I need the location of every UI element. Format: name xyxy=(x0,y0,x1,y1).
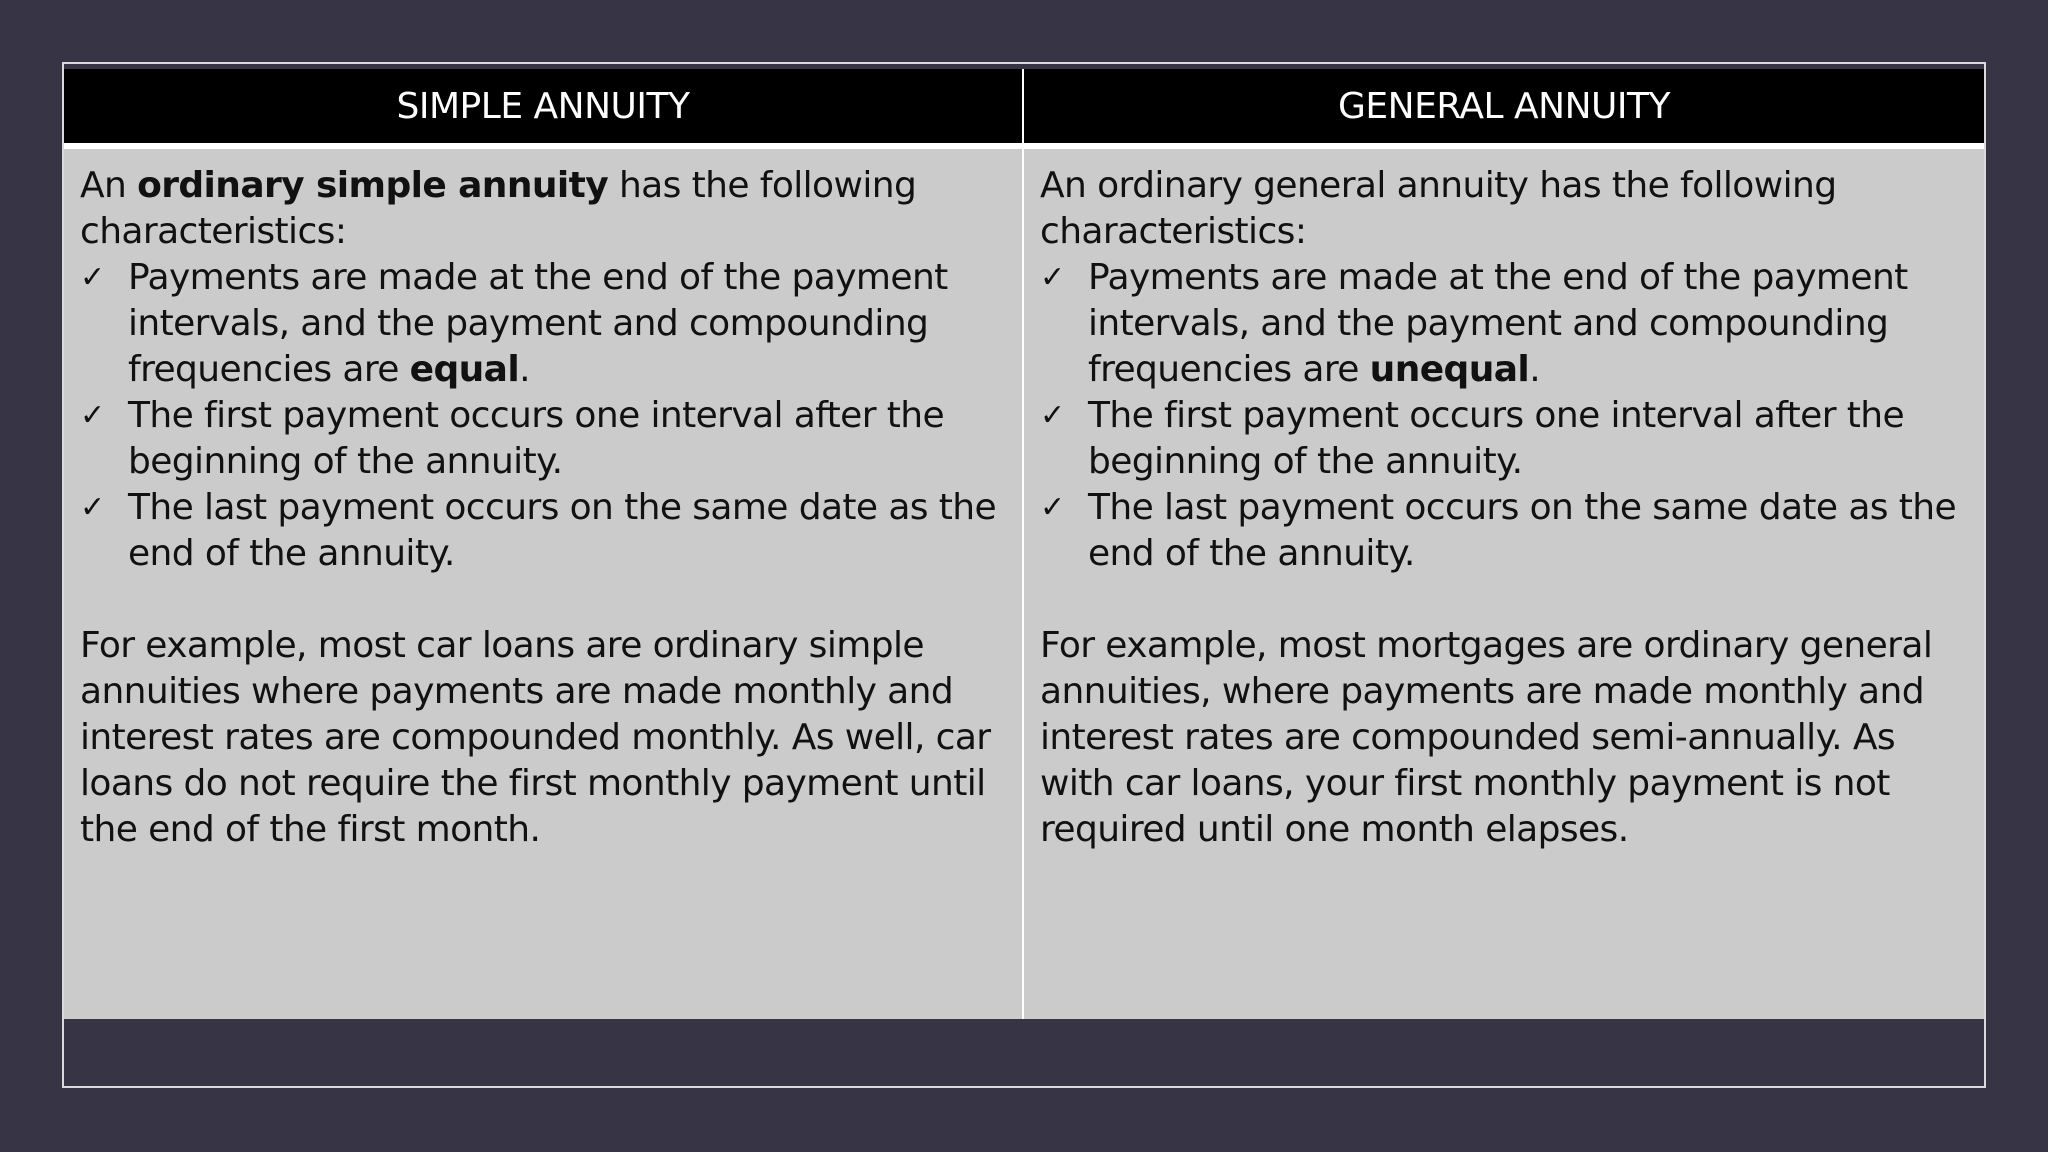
check-icon: ✓ xyxy=(80,398,105,433)
list-item-text xyxy=(128,255,1006,393)
general-intro-before: An ordinary general annuity has the following characteristics: xyxy=(1040,165,1837,252)
list-item xyxy=(80,255,1006,393)
general-annuity-cell xyxy=(1024,149,1984,1019)
list-item-before: The last payment occurs on the same date as the end of the annuity. xyxy=(1088,487,1957,574)
list-item-text xyxy=(1088,393,1968,485)
check-icon: ✓ xyxy=(1040,398,1065,433)
simple-characteristics-list xyxy=(80,255,1006,577)
check-icon: ✓ xyxy=(80,260,105,295)
simple-intro-before: An xyxy=(80,165,138,206)
list-item-text xyxy=(1088,255,1968,393)
list-item-text xyxy=(128,393,1006,485)
list-item xyxy=(1040,393,1968,485)
list-item xyxy=(1040,485,1968,577)
simple-intro-bold: ordinary simple annuity xyxy=(137,165,609,206)
simple-intro xyxy=(80,163,1006,255)
list-item-after: . xyxy=(519,349,530,390)
list-item xyxy=(80,393,1006,485)
simple-intro-after: has the following characteristics: xyxy=(80,165,917,252)
list-item-text xyxy=(1088,485,1968,577)
general-intro xyxy=(1040,163,1968,255)
general-characteristics-list xyxy=(1040,255,1968,577)
check-icon: ✓ xyxy=(80,490,105,525)
list-item xyxy=(1040,255,1968,393)
check-icon: ✓ xyxy=(1040,260,1065,295)
check-icon: ✓ xyxy=(1040,490,1065,525)
list-item-before: Payments are made at the end of the payment intervals, and the payment and compounding frequencies are xyxy=(1088,257,1908,390)
general-example-text: For example, most mortgages are ordinary general annuities, where payments are made monthly and interest rates are compounded semi-annually. As with car loans, your first monthly payment is not required until one month elapses. xyxy=(1040,625,1933,850)
general-annuity-header: GENERAL ANNUITY xyxy=(1024,69,1984,143)
list-item-before: The first payment occurs one interval after the beginning of the annuity. xyxy=(128,395,945,482)
simple-example-text: For example, most car loans are ordinary simple annuities where payments are made monthly and interest rates are compounded monthly. As well, car loans do not require the first monthly payment until the end of the first month. xyxy=(80,625,991,850)
list-item-before: Payments are made at the end of the payment intervals, and the payment and compounding frequencies are xyxy=(128,257,948,390)
annuity-comparison-table xyxy=(64,69,1984,1019)
list-item-bold: unequal xyxy=(1369,349,1530,390)
list-item-before: The first payment occurs one interval after the beginning of the annuity. xyxy=(1088,395,1905,482)
list-item-before: The last payment occurs on the same date as the end of the annuity. xyxy=(128,487,997,574)
list-item-bold: equal xyxy=(409,349,520,390)
simple-annuity-header: SIMPLE ANNUITY xyxy=(64,69,1022,143)
list-item-text xyxy=(128,485,1006,577)
simple-annuity-cell xyxy=(64,149,1022,1019)
list-item xyxy=(80,485,1006,577)
list-item-after: . xyxy=(1529,349,1541,390)
